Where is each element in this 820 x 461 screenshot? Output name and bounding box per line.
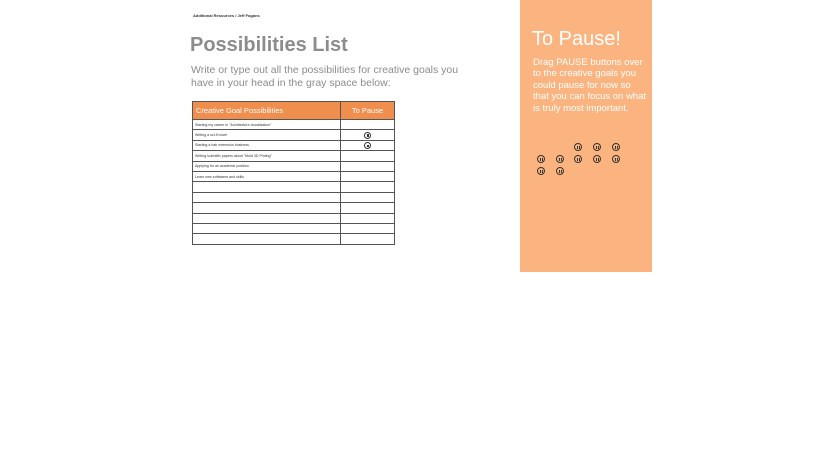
- goal-cell[interactable]: Writing a sci-fi novel: [193, 130, 341, 140]
- pause-button-icon[interactable]: [612, 155, 620, 163]
- table-row: [193, 161, 395, 171]
- table-row: [193, 120, 395, 130]
- table-row: [193, 223, 395, 233]
- pause-button-icon[interactable]: [574, 143, 582, 151]
- pause-cell[interactable]: [341, 182, 395, 192]
- instructions-text: Write or type out all the possibilities for creative goals you have in your head in the gray space below:: [191, 64, 459, 89]
- pause-button-icon[interactable]: [364, 132, 371, 139]
- pause-cell[interactable]: [341, 234, 395, 244]
- pause-cell[interactable]: [341, 203, 395, 213]
- pause-button-icon[interactable]: [593, 143, 601, 151]
- pause-cell[interactable]: [341, 130, 395, 140]
- pause-button-icon[interactable]: [364, 142, 371, 149]
- pause-button-icon[interactable]: [593, 155, 601, 163]
- goal-cell[interactable]: [193, 192, 341, 202]
- pause-cell[interactable]: [341, 171, 395, 181]
- goal-cell[interactable]: Starting my career in "Architecture visualization": [193, 120, 341, 130]
- pause-button-icon[interactable]: [537, 167, 545, 175]
- pause-button-icon[interactable]: [574, 155, 582, 163]
- page-title: Possibilities List: [190, 34, 348, 56]
- pause-button-icon[interactable]: [537, 155, 545, 163]
- breadcrumb: Additional Resources / Jeff Fagans: [193, 13, 260, 18]
- goal-cell[interactable]: [193, 223, 341, 233]
- goal-cell[interactable]: Applying for an academic position: [193, 161, 341, 171]
- possibilities-table: [192, 101, 395, 245]
- header-to-pause: To Pause: [341, 102, 395, 120]
- table-row: [193, 140, 395, 150]
- goal-cell[interactable]: Learn new softwares and skills: [193, 171, 341, 181]
- table-row: [193, 213, 395, 223]
- goal-cell[interactable]: Writing scientific papers about "Mold 3D Pinting": [193, 151, 341, 161]
- goal-cell[interactable]: [193, 203, 341, 213]
- header-creative-goal: Creative Goal Possibilities: [193, 102, 341, 120]
- pause-button-icon[interactable]: [612, 143, 620, 151]
- pause-cell[interactable]: [341, 140, 395, 150]
- pause-panel-instructions: Drag PAUSE buttons over to the creative goals you could pause for now so that you can focus on what is truly most important.: [533, 57, 647, 114]
- pause-button-icon[interactable]: [556, 155, 564, 163]
- goal-cell[interactable]: [193, 182, 341, 192]
- goal-cell[interactable]: [193, 234, 341, 244]
- table-row: [193, 151, 395, 161]
- goal-cell[interactable]: [193, 213, 341, 223]
- pause-cell[interactable]: [341, 120, 395, 130]
- pause-cell[interactable]: [341, 161, 395, 171]
- pause-cell[interactable]: [341, 213, 395, 223]
- pause-button-icon[interactable]: [556, 167, 564, 175]
- pause-cell[interactable]: [341, 223, 395, 233]
- goal-cell[interactable]: Starting a hair extension business: [193, 140, 341, 150]
- table-row: [193, 171, 395, 181]
- pause-panel-title: To Pause!: [532, 28, 621, 50]
- table-row: [193, 192, 395, 202]
- table-body: [193, 120, 395, 245]
- table-row: [193, 130, 395, 140]
- table-row: [193, 203, 395, 213]
- table-header-row: [193, 102, 395, 120]
- table-row: [193, 182, 395, 192]
- pause-cell[interactable]: [341, 151, 395, 161]
- pause-cell[interactable]: [341, 192, 395, 202]
- pause-panel: [520, 0, 652, 272]
- table-row: [193, 234, 395, 244]
